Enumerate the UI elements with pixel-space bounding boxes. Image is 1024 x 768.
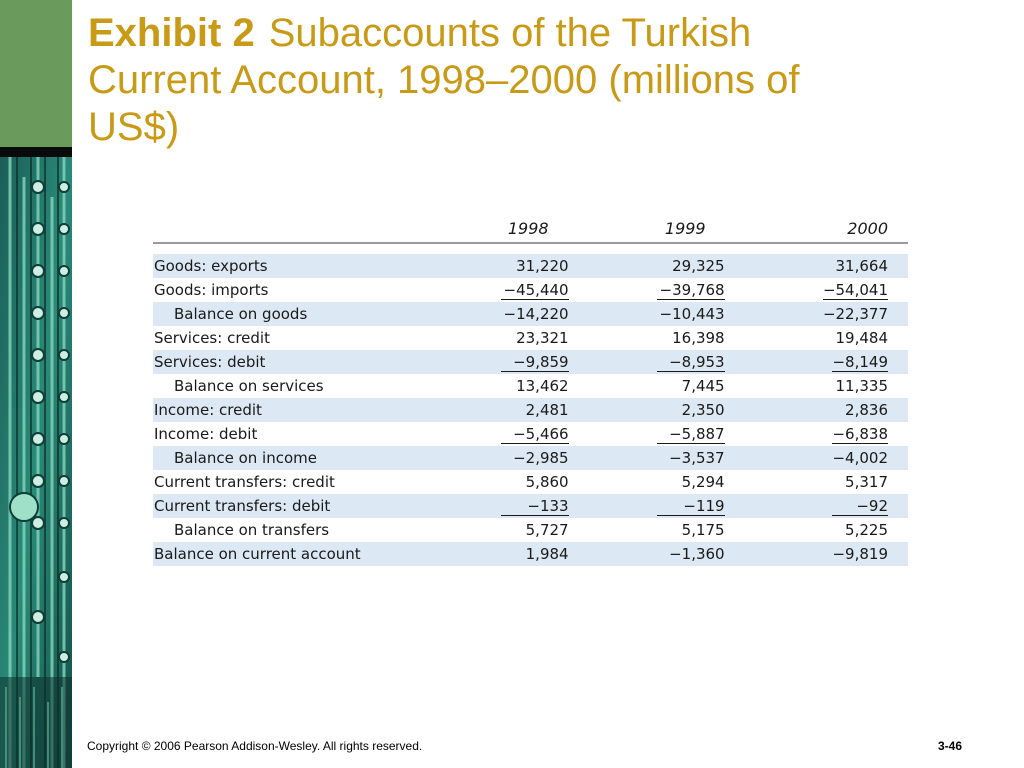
cell-value	[448, 302, 568, 326]
table-row	[153, 254, 908, 278]
cell-value-text: −9,819	[832, 545, 888, 563]
cell-value-text: −9,859	[501, 353, 569, 372]
cell-value-text: 19,484	[835, 329, 888, 347]
cell-value-text: 13,462	[516, 377, 569, 395]
cell-value-text: 31,664	[835, 257, 888, 275]
row-label: Balance on transfers	[174, 521, 330, 539]
cell-value	[569, 398, 726, 422]
cell-value-text: −8,953	[657, 353, 725, 372]
cell-value-text: 23,321	[516, 329, 569, 347]
cell-value	[726, 422, 908, 446]
cell-value-text: −5,887	[657, 425, 725, 444]
footer-copyright: Copyright © 2006 Pearson Addison-Wesley. All rights reserved.	[87, 739, 423, 753]
cell-value	[448, 254, 568, 278]
cell-value	[726, 470, 908, 494]
cell-value	[569, 470, 726, 494]
row-label: Services: credit	[154, 329, 270, 347]
cell-value-text: 5,317	[845, 473, 888, 491]
cell-value	[569, 278, 726, 302]
cell-value-text: −22,377	[822, 305, 888, 323]
slide-title	[88, 10, 888, 151]
circuit-board-decoration	[0, 157, 72, 768]
cell-value-text: −45,440	[501, 281, 569, 300]
cell-value-text: −92	[832, 497, 888, 516]
table-header-row	[153, 210, 908, 243]
table-row	[153, 518, 908, 542]
cell-value	[726, 398, 908, 422]
title-text: Subaccounts of the Turkish Current Account, 1998–2000 (millions of US$)	[88, 11, 800, 149]
cell-value-text: −133	[501, 497, 569, 516]
table-row	[153, 494, 908, 518]
cell-value	[448, 278, 568, 302]
cell-value-text: 5,294	[681, 473, 725, 491]
cell-value	[448, 470, 568, 494]
header-label-col	[153, 210, 448, 243]
cell-value	[448, 518, 568, 542]
strip-black-bar	[0, 147, 72, 157]
cell-value	[726, 326, 908, 350]
cell-value-text: 5,175	[681, 521, 725, 539]
cell-value-text: −8,149	[832, 352, 888, 371]
cell-value	[448, 542, 568, 566]
cell-value-text: −14,220	[503, 305, 569, 323]
table-row	[153, 350, 908, 374]
row-label: Balance on current account	[153, 542, 448, 566]
row-label: Income: debit	[154, 425, 258, 443]
cell-value-text: −2,985	[513, 449, 569, 467]
cell-value	[448, 422, 568, 446]
cell-value-text: −3,537	[669, 449, 725, 467]
row-label: Current transfers: debit	[153, 494, 448, 518]
cell-value-text: −119	[657, 497, 725, 516]
left-decorative-strip	[0, 0, 72, 768]
cell-value	[448, 446, 568, 470]
cell-value-text: 7,445	[681, 377, 725, 395]
cell-value	[569, 446, 726, 470]
table-row	[153, 422, 908, 446]
cell-value	[726, 302, 908, 326]
cell-value	[726, 542, 908, 566]
row-label: Current transfers: credit	[154, 473, 335, 491]
row-label: Balance on income	[153, 446, 448, 470]
cell-value	[448, 398, 568, 422]
cell-value	[569, 494, 726, 518]
footer-page-number: 3-46	[937, 739, 962, 753]
row-label: Income: credit	[153, 398, 448, 422]
header-year: 2000	[726, 210, 908, 243]
cell-value	[726, 350, 908, 374]
cell-value	[569, 542, 726, 566]
cell-value-text: 5,727	[525, 521, 569, 539]
table-row	[153, 470, 908, 494]
cell-value	[448, 374, 568, 398]
cell-value	[726, 374, 908, 398]
cell-value-text: −6,838	[832, 424, 888, 443]
row-label: Goods: exports	[153, 254, 448, 278]
header-year: 1998	[448, 210, 568, 243]
cell-value	[726, 254, 908, 278]
cell-value	[448, 326, 568, 350]
cell-value-text: 2,350	[681, 401, 725, 419]
cell-value-text: −1,360	[669, 545, 725, 563]
current-account-table-wrapper	[153, 210, 908, 566]
cell-value-text: 5,860	[525, 473, 569, 491]
row-label: Services: debit	[153, 350, 448, 374]
cell-value-text: 11,335	[835, 377, 888, 395]
title-exhibit-label: Exhibit 2	[88, 11, 255, 55]
cell-value-text: −4,002	[832, 449, 888, 467]
table-row	[153, 278, 908, 302]
table-row	[153, 446, 908, 470]
table-body	[153, 254, 908, 566]
cell-value-text: 2,836	[845, 401, 888, 419]
cell-value	[569, 422, 726, 446]
cell-value	[569, 326, 726, 350]
cell-value-text: 16,398	[672, 329, 725, 347]
cell-value	[448, 350, 568, 374]
table-row	[153, 398, 908, 422]
cell-value	[569, 374, 726, 398]
cell-value-text: 31,220	[516, 257, 569, 275]
cell-value-text: 5,225	[845, 521, 888, 539]
table-row	[153, 326, 908, 350]
cell-value-text: −10,443	[659, 305, 725, 323]
cell-value	[569, 350, 726, 374]
cell-value	[569, 518, 726, 542]
cell-value-text: −39,768	[657, 281, 725, 300]
table-row	[153, 374, 908, 398]
row-label: Balance on services	[174, 377, 324, 395]
cell-value	[569, 302, 726, 326]
cell-value-text: 1,984	[525, 545, 569, 563]
cell-value	[726, 278, 908, 302]
cell-value	[726, 494, 908, 518]
row-label: Goods: imports	[154, 281, 269, 299]
cell-value-text: −54,041	[822, 280, 888, 299]
cell-value	[448, 494, 568, 518]
current-account-table	[153, 210, 908, 566]
table-row	[153, 542, 908, 566]
cell-value-text: 2,481	[525, 401, 569, 419]
header-spacer	[153, 243, 908, 254]
cell-value	[726, 446, 908, 470]
strip-green-block	[0, 0, 72, 147]
cell-value-text: 29,325	[672, 257, 725, 275]
cell-value-text: −5,466	[501, 425, 569, 444]
table-row	[153, 302, 908, 326]
cell-value	[726, 518, 908, 542]
cell-value	[569, 254, 726, 278]
header-year: 1999	[569, 210, 726, 243]
row-label: Balance on goods	[153, 302, 448, 326]
